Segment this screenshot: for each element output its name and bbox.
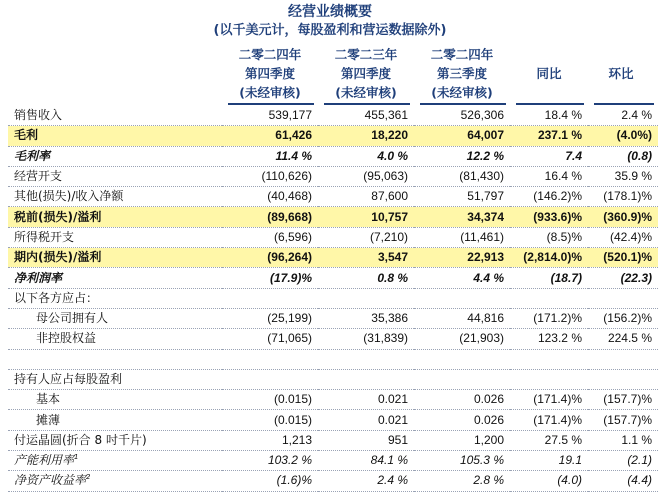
row-label: 非控股权益 xyxy=(8,329,222,349)
cell: 64,007 xyxy=(414,126,510,146)
cell: (0.8) xyxy=(588,146,658,166)
row-label: 母公司拥有人 xyxy=(8,308,222,328)
row-label: 毛利 xyxy=(8,126,222,146)
cell xyxy=(318,288,414,308)
cell: 35,386 xyxy=(318,308,414,328)
cell xyxy=(414,349,510,369)
cell xyxy=(414,288,510,308)
footnote-mark: 1 xyxy=(74,453,79,462)
cell: 12.2 % xyxy=(414,146,510,166)
table-row xyxy=(8,288,658,308)
column-header-line: 二零二四年 xyxy=(430,47,494,62)
cell xyxy=(222,349,318,369)
cell: 2.4 % xyxy=(588,106,658,126)
cell: (71,065) xyxy=(222,329,318,349)
cell: 1,200 xyxy=(414,430,510,450)
row-label: 净利润率 xyxy=(8,268,222,288)
header-rule xyxy=(324,103,410,105)
cell: (89,668) xyxy=(222,207,318,227)
cell: (0.015) xyxy=(222,410,318,430)
cell: 103.2 % xyxy=(222,451,318,471)
cell: 455,361 xyxy=(318,106,414,126)
cell xyxy=(510,288,588,308)
table-row-spacer xyxy=(8,349,658,369)
row-label: 经营开支 xyxy=(8,166,222,186)
cell: (157.7)% xyxy=(588,410,658,430)
row-label: 销售收入 xyxy=(8,106,222,126)
cell: (22.3) xyxy=(588,268,658,288)
table-row xyxy=(8,166,658,186)
cell: 19.1 xyxy=(510,451,588,471)
table-row-highlighted xyxy=(8,248,658,268)
table-row xyxy=(8,410,658,430)
cell: 84.1 % xyxy=(318,451,414,471)
cell: (171.4)% xyxy=(510,410,588,430)
cell: 34,374 xyxy=(414,207,510,227)
cell xyxy=(588,369,658,389)
cell: (21,903) xyxy=(414,329,510,349)
cell: 123.2 % xyxy=(510,329,588,349)
cell: 27.5 % xyxy=(510,430,588,450)
column-header-line: (未经审核) xyxy=(335,85,397,100)
column-header-yoy: 同比 xyxy=(536,66,562,81)
row-label: 净资产收益率 xyxy=(14,473,87,488)
cell: (95,063) xyxy=(318,166,414,186)
column-header-line: 第四季度 xyxy=(244,66,295,81)
table-row-highlighted xyxy=(8,126,658,146)
table-row-highlighted xyxy=(8,207,658,227)
cell: 1.1 % xyxy=(588,430,658,450)
cell xyxy=(318,369,414,389)
cell: (31,839) xyxy=(318,329,414,349)
cell: (7,210) xyxy=(318,227,414,247)
cell: 3,547 xyxy=(318,248,414,268)
column-header-qoq: 环比 xyxy=(608,66,634,81)
cell: 16.4 % xyxy=(510,166,588,186)
table-row xyxy=(8,329,658,349)
cell: (17.9)% xyxy=(222,268,318,288)
table-row xyxy=(8,369,658,389)
table-row xyxy=(8,471,658,491)
cell xyxy=(588,349,658,369)
cell xyxy=(510,369,588,389)
cell: (11,461) xyxy=(414,227,510,247)
header-rule xyxy=(420,103,506,105)
table-row xyxy=(8,308,658,328)
cell: 0.8 % xyxy=(318,268,414,288)
cell: 10,757 xyxy=(318,207,414,227)
row-label: 产能利用率 xyxy=(14,453,75,468)
row-label: 基本 xyxy=(8,390,222,410)
cell: 87,600 xyxy=(318,187,414,207)
cell: (178.1)% xyxy=(588,187,658,207)
table-row xyxy=(8,268,658,288)
cell: (8.5)% xyxy=(510,227,588,247)
cell: 224.5 % xyxy=(588,329,658,349)
cell: (1.6)% xyxy=(222,471,318,491)
cell: 0.026 xyxy=(414,410,510,430)
report-title: 经营业绩概要 xyxy=(288,4,372,20)
column-header-line: (未经审核) xyxy=(239,85,301,100)
cell: (2.1) xyxy=(588,451,658,471)
row-label: 以下各方应占： xyxy=(8,288,222,308)
column-header-line: 二零二四年 xyxy=(238,47,302,62)
table-row xyxy=(8,430,658,450)
row-label-cell xyxy=(8,451,222,471)
cell: (25,199) xyxy=(222,308,318,328)
cell: 35.9 % xyxy=(588,166,658,186)
financial-summary-table xyxy=(8,106,658,492)
cell xyxy=(318,349,414,369)
cell: (18.7) xyxy=(510,268,588,288)
cell: 539,177 xyxy=(222,106,318,126)
cell: (157.7)% xyxy=(588,390,658,410)
cell: (81,430) xyxy=(414,166,510,186)
cell: (4.0%) xyxy=(588,126,658,146)
row-label: 付运晶圆(折合 8 吋千片) xyxy=(8,430,222,450)
cell: 51,797 xyxy=(414,187,510,207)
cell: 105.3 % xyxy=(414,451,510,471)
cell: (146.2)% xyxy=(510,187,588,207)
cell: (40,468) xyxy=(222,187,318,207)
cell xyxy=(222,288,318,308)
header-rule xyxy=(228,103,314,105)
cell: (42.4)% xyxy=(588,227,658,247)
cell: (96,264) xyxy=(222,248,318,268)
cell: 0.026 xyxy=(414,390,510,410)
cell: 61,426 xyxy=(222,126,318,146)
cell: (4.0) xyxy=(510,471,588,491)
table-row xyxy=(8,146,658,166)
cell: (171.4)% xyxy=(510,390,588,410)
report-subtitle: (以千美元计，每股盈利和营运数据除外) xyxy=(213,23,447,38)
row-label: 持有人应占每股盈利 xyxy=(8,369,222,389)
column-header-line: (未经审核) xyxy=(431,85,493,100)
cell: 4.0 % xyxy=(318,146,414,166)
table-row xyxy=(8,106,658,126)
row-label: 毛利率 xyxy=(8,146,222,166)
cell: (0.015) xyxy=(222,390,318,410)
cell: 2.8 % xyxy=(414,471,510,491)
column-header-line: 二零二三年 xyxy=(334,47,398,62)
cell: 4.4 % xyxy=(414,268,510,288)
cell: (156.2)% xyxy=(588,308,658,328)
cell xyxy=(588,288,658,308)
row-label: 其他(损失)/收入净额 xyxy=(8,187,222,207)
column-header-line: 第四季度 xyxy=(340,66,391,81)
cell xyxy=(510,349,588,369)
header-rule xyxy=(516,103,584,105)
cell: (360.9)% xyxy=(588,207,658,227)
cell: 18,220 xyxy=(318,126,414,146)
cell xyxy=(222,369,318,389)
cell: 2.4 % xyxy=(318,471,414,491)
cell: 44,816 xyxy=(414,308,510,328)
row-label: 期内(损失)/溢利 xyxy=(8,248,222,268)
column-header-q4-2024 xyxy=(222,45,318,103)
cell: 526,306 xyxy=(414,106,510,126)
cell: 0.021 xyxy=(318,410,414,430)
table-row xyxy=(8,227,658,247)
cell: (110,626) xyxy=(222,166,318,186)
cell: (2,814.0)% xyxy=(510,248,588,268)
cell: 18.4 % xyxy=(510,106,588,126)
cell: 237.1 % xyxy=(510,126,588,146)
cell: 0.021 xyxy=(318,390,414,410)
header-rule xyxy=(594,103,654,105)
table-row xyxy=(8,187,658,207)
cell xyxy=(414,369,510,389)
column-header-q3-2024 xyxy=(414,45,510,103)
table-row xyxy=(8,390,658,410)
cell: 11.4 % xyxy=(222,146,318,166)
row-label xyxy=(8,349,222,369)
cell: (171.2)% xyxy=(510,308,588,328)
cell: 1,213 xyxy=(222,430,318,450)
footnote-mark: 2 xyxy=(86,473,91,482)
cell: (520.1)% xyxy=(588,248,658,268)
cell: 951 xyxy=(318,430,414,450)
cell: (4.4) xyxy=(588,471,658,491)
cell: (933.6)% xyxy=(510,207,588,227)
column-header-line: 第三季度 xyxy=(436,66,487,81)
row-label-cell xyxy=(8,471,222,491)
cell: 22,913 xyxy=(414,248,510,268)
cell: 7.4 xyxy=(510,146,588,166)
table-row xyxy=(8,451,658,471)
row-label: 税前(损失)/溢利 xyxy=(8,207,222,227)
cell: (6,596) xyxy=(222,227,318,247)
row-label: 摊薄 xyxy=(8,410,222,430)
row-label: 所得税开支 xyxy=(8,227,222,247)
column-header-q4-2023 xyxy=(318,45,414,103)
